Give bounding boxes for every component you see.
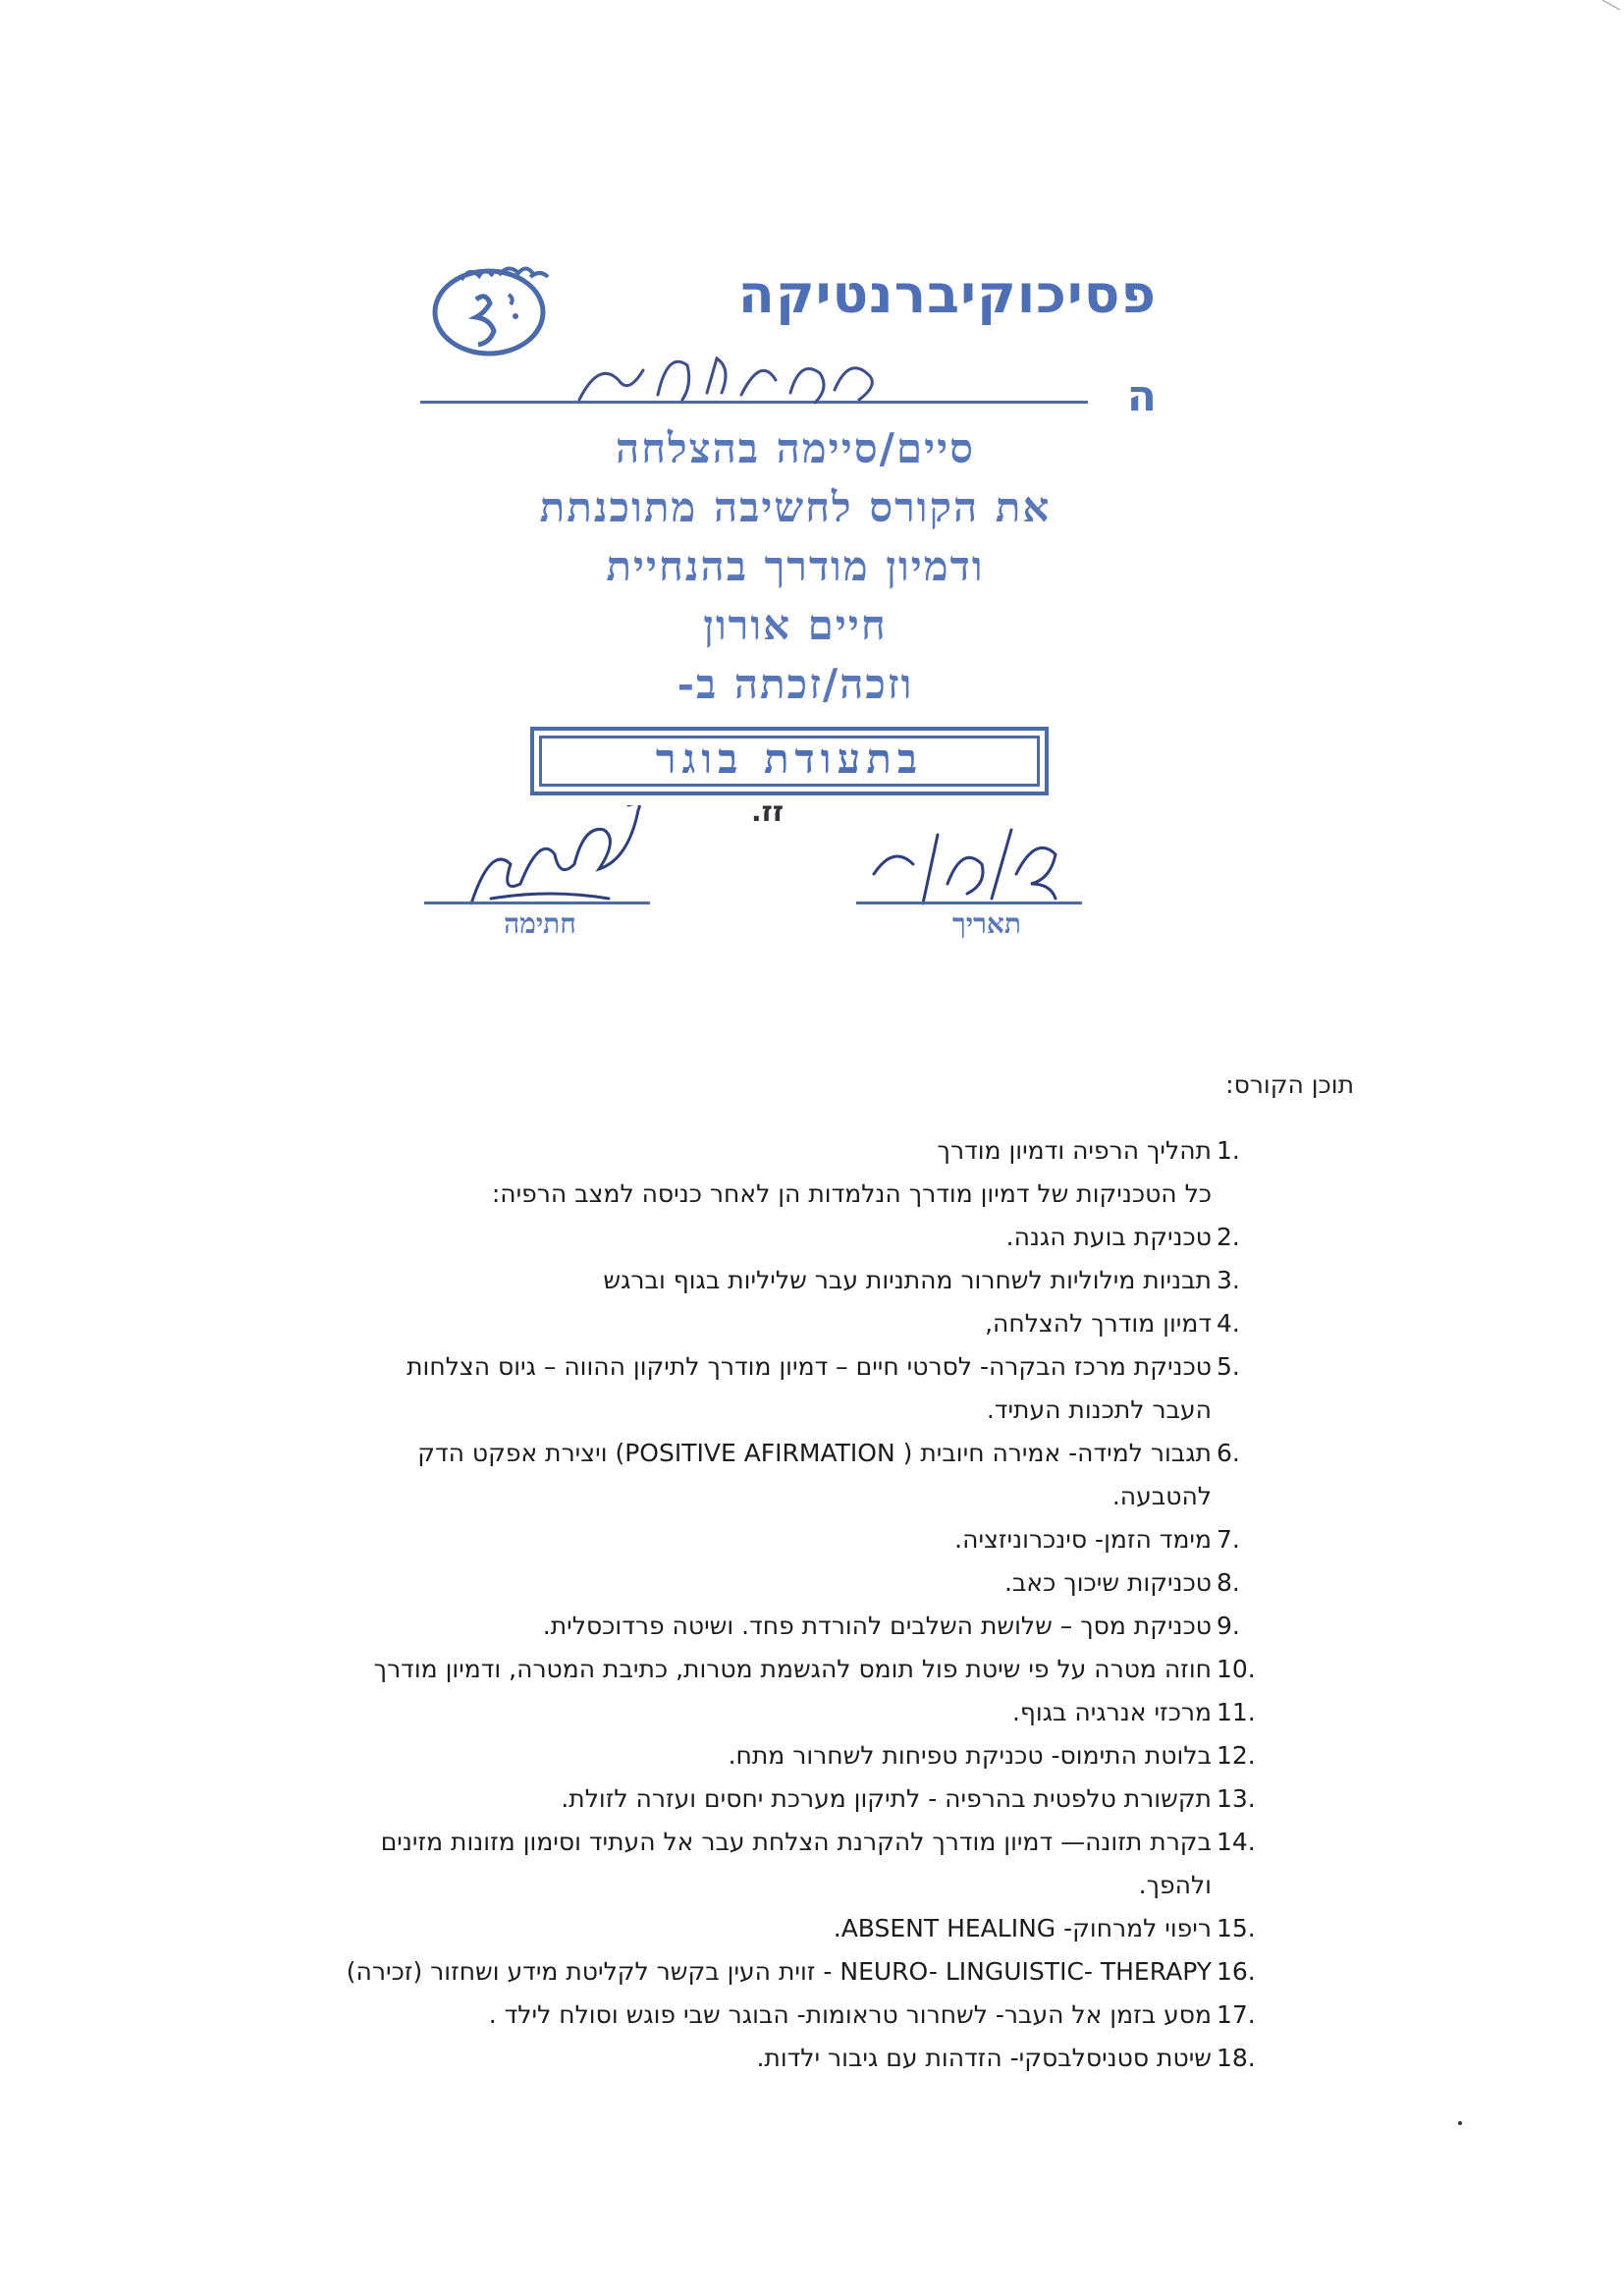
list-item: 4. דמיון מודרך להצלחה, xyxy=(985,1309,1240,1338)
list-item: 16. NEURO- LINGUISTIC- THERAPY - זוית העין בקשר לקליטת מידע ושחזור (זכירה) xyxy=(346,1957,1256,1986)
signature-line xyxy=(424,902,650,904)
list-item: 15. ריפוי למרחוק- ABSENT HEALING. xyxy=(833,1914,1256,1942)
date-line xyxy=(856,902,1082,904)
list-item: 8. טכניקות שיכוך כאב. xyxy=(1004,1568,1240,1597)
graduate-stamp-text: בתעודת בוגר xyxy=(655,735,924,783)
brand-title: פסיכוקיברנטיקה xyxy=(737,263,1157,325)
name-prefix: ה xyxy=(1126,371,1157,421)
graduate-stamp xyxy=(530,727,1049,795)
list-item: 9. טכניקת מסך – שלושת השלבים להורדת פחד. ושיטה פרדוכסלית. xyxy=(542,1612,1240,1640)
list-item: 14. בקרת תזונה— דמיון מודרך להקרנת הצלחת עבר אל העתיד וסימון מזונות מזינים ולהפך. xyxy=(380,1828,1256,1899)
handwritten-signature-and-date xyxy=(412,805,1178,923)
course-content-heading: תוכן הקורס: xyxy=(1225,1070,1354,1099)
list-item: 1. תהליך הרפיה ודמיון מודרך כל הטכניקות של דמיון מודרך הנלמדות הן לאחר כניסה למצב הרפיה: xyxy=(491,1136,1240,1208)
list-item: 2. טכניקת בועת הגנה. xyxy=(1005,1223,1240,1251)
list-item: 10. חוזה מטרה על פי שיטת פול תומס להגשמת מטרות, כתיבת המטרה, ודמיון מודרך xyxy=(373,1655,1256,1683)
cert-completed-line: סיים/סיימה בהצלחה xyxy=(615,424,976,472)
face-logo-icon xyxy=(422,246,569,358)
cert-instructor-line: חיים אורון xyxy=(703,601,888,649)
cert-awarded-line: וזכה/זכתה ב- xyxy=(677,660,914,708)
list-item: 5. טכניקת מרכז הבקרה- לסרטי חיים – דמיון מודרך לתיקון ההווה – גיוס הצלחות העבר לתכנות העתיד. xyxy=(406,1352,1240,1424)
list-item: 17. מסע בזמן אל העבר- לשחרור טראומות- הבוגר שבי פוגש וסולח לילד . xyxy=(488,2000,1256,2029)
scan-speck xyxy=(1458,2121,1462,2125)
signature-label: חתימה xyxy=(504,907,576,940)
list-item: 11. מרכזי אנרגיה בגוף. xyxy=(1011,1698,1256,1726)
certificate-block xyxy=(412,236,1178,962)
stamp-mark: זז. xyxy=(751,795,785,828)
course-content-list xyxy=(171,1129,1256,2080)
handwritten-name xyxy=(569,346,893,414)
cert-course-line: את הקורס לחשיבה מתוכנתת xyxy=(539,483,1052,531)
list-item: 3. תבניות מילוליות לשחרור מהתניות עבר שליליות בגוף וברגש xyxy=(603,1266,1240,1294)
date-label: תאריך xyxy=(952,907,1021,940)
list-item: 18. שיטת סטניסלבסקי- הזדהות עם גיבור ילדות. xyxy=(756,2044,1256,2072)
list-item: 13. תקשורת טלפטית בהרפיה - לתיקון מערכת יחסים ועזרה לזולת. xyxy=(561,1784,1256,1813)
scan-corner-mark xyxy=(1602,0,1620,10)
list-item: 6. תגבור למידה- אמירה חיובית ( POSITIVE AFIRMATION) ויצירת אפקט הדק להטבעה. xyxy=(417,1439,1240,1510)
cert-guided-line: ודמיון מודרך בהנחיית xyxy=(606,542,985,590)
list-item: 12. בלוטת התימוס- טכניקת טפיחות לשחרור מתח. xyxy=(728,1741,1256,1770)
list-item: 7. מימד הזמן- סינכרוניזציה. xyxy=(954,1525,1240,1554)
